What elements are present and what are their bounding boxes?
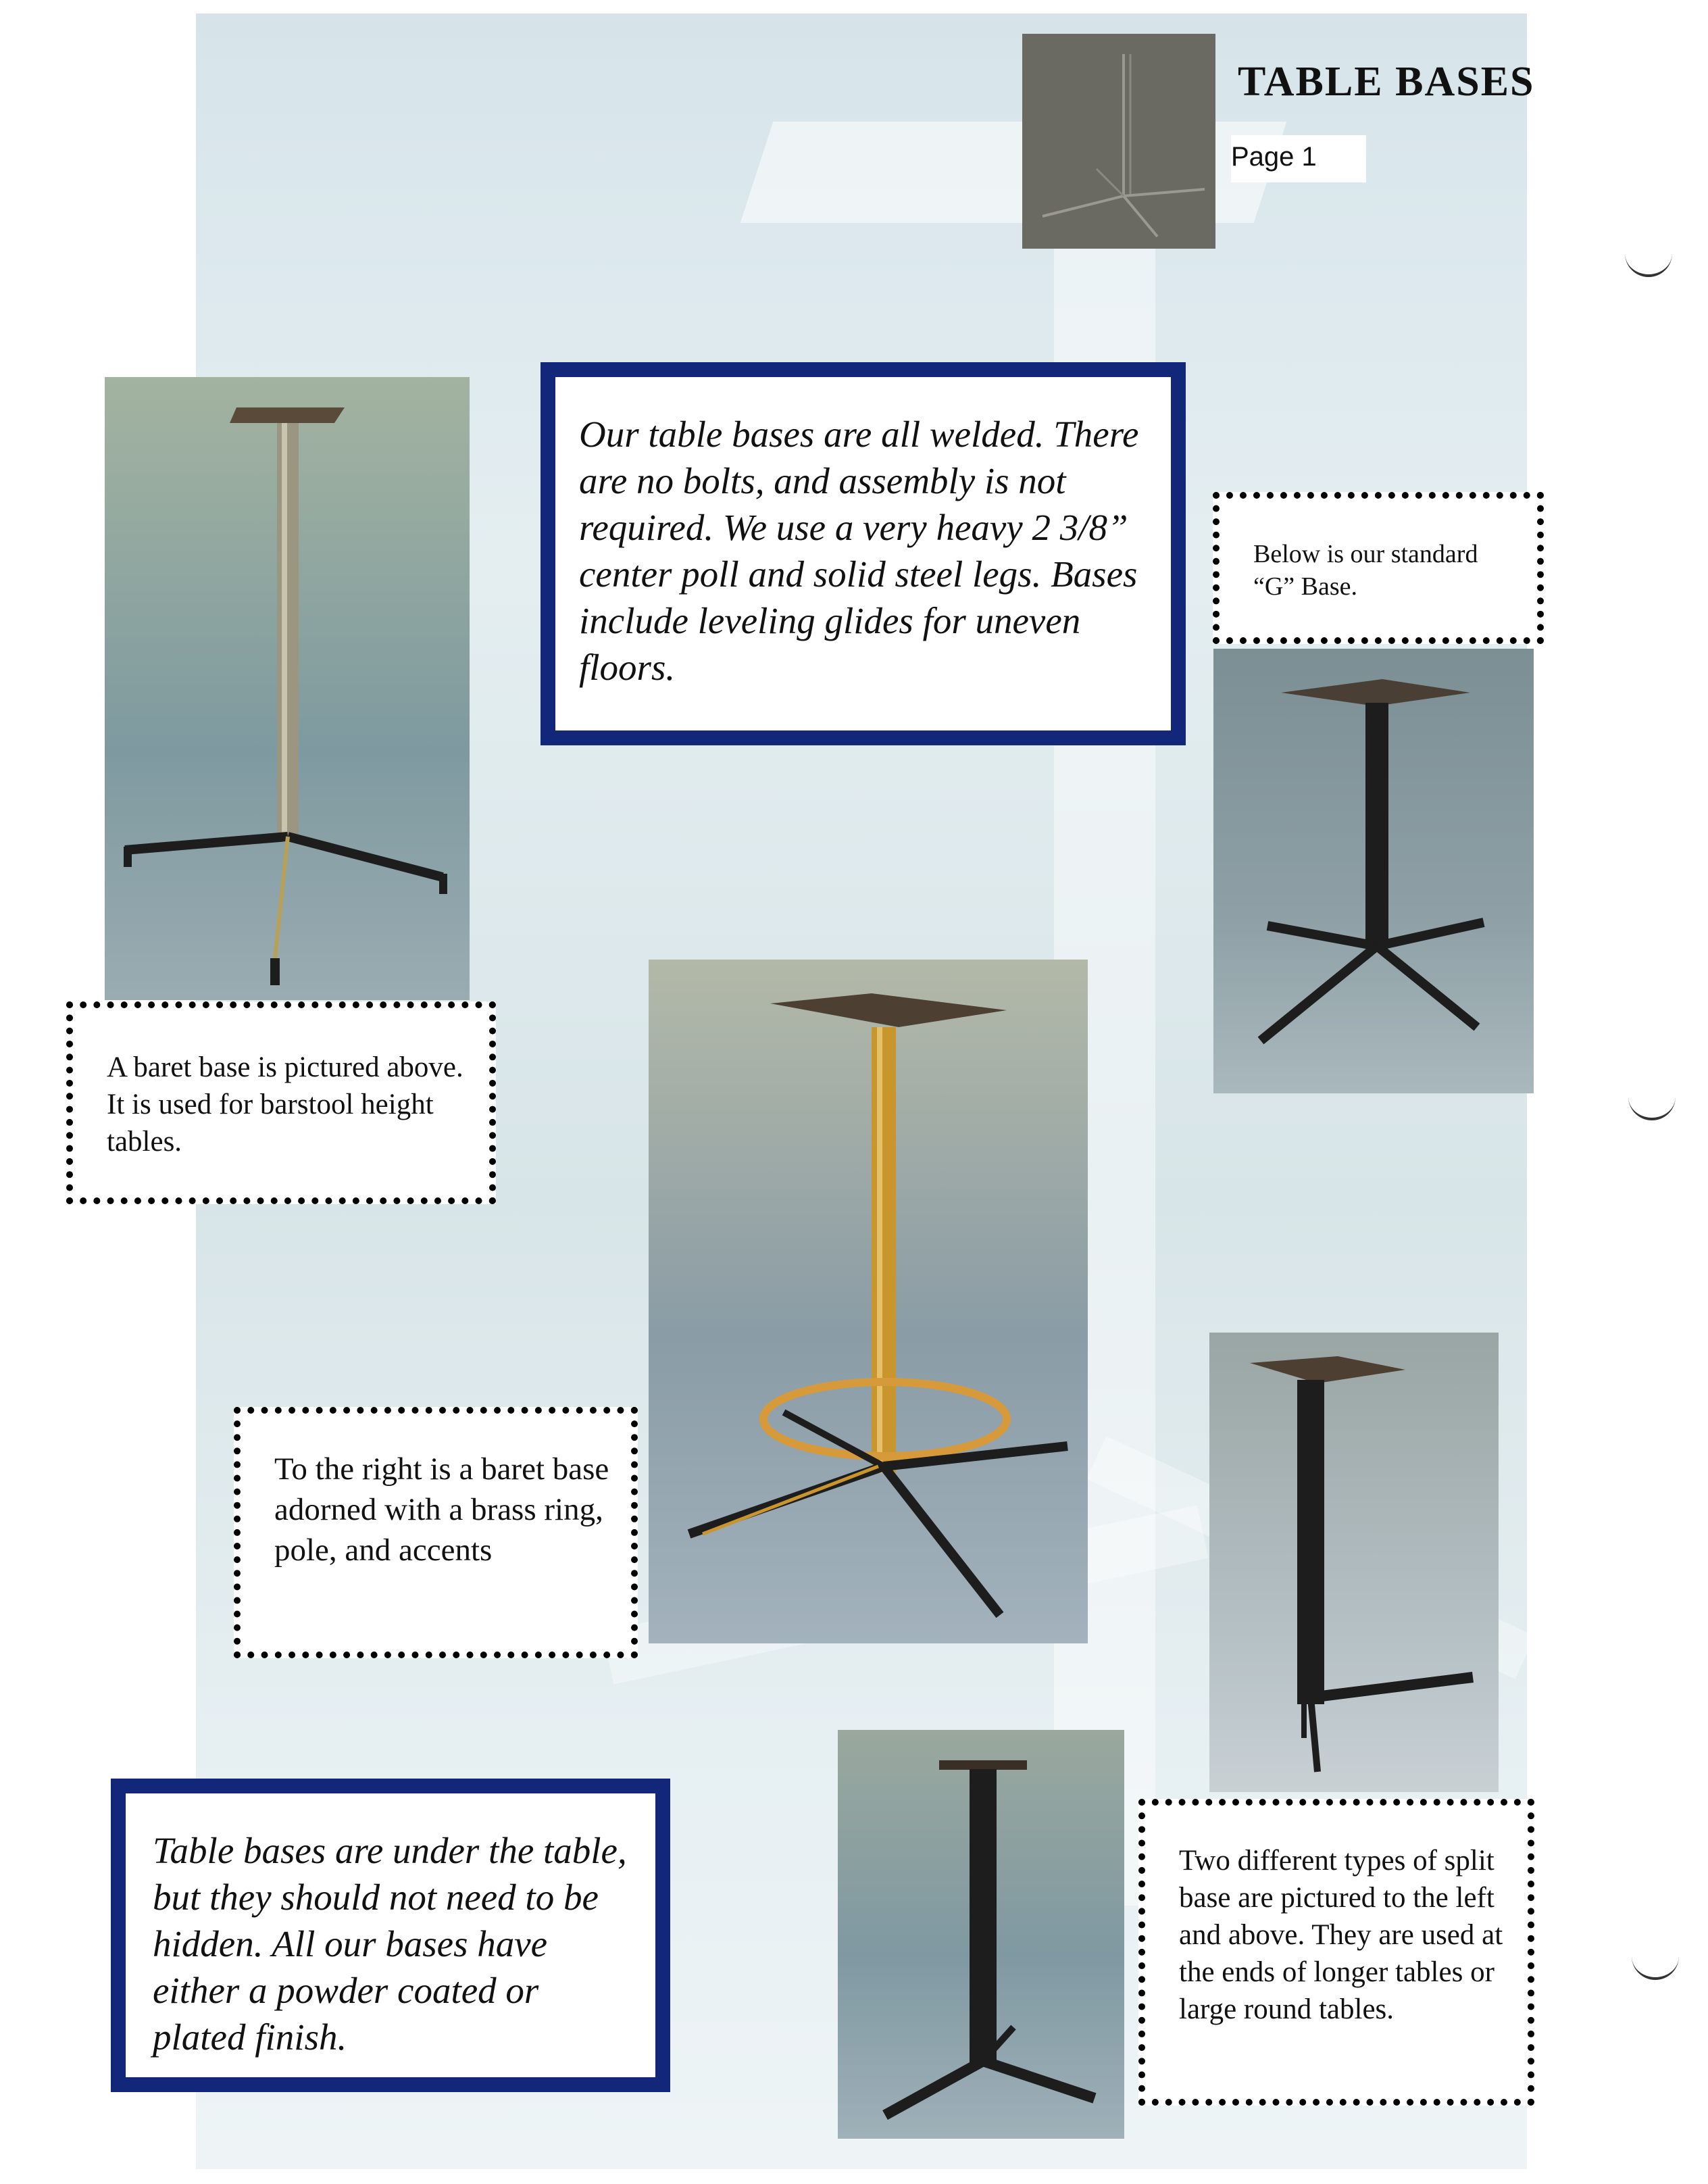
intro-text-box	[541, 362, 1186, 745]
split-base-caption: Two different types of split base are pictured to the left and above. They are used at the ends of longer tables or large round tables.	[1179, 1845, 1503, 2025]
intro-text: Our table bases are all welded. There are no bolts, and assembly is not required. We use a very heavy 2 3/8” center poll and solid steel legs. Bases include leveling glides for uneven floors.	[579, 414, 1139, 688]
baret-base-caption: A baret base is pictured above. It is used for barstool height tables.	[107, 1051, 463, 1158]
g-base-caption-box	[1213, 492, 1544, 644]
brass-base-photo	[649, 960, 1088, 1643]
split-base-photo-lower	[838, 1730, 1124, 2139]
split-base-photo-upper	[1209, 1333, 1499, 1792]
binder-hole-mark	[1628, 1093, 1676, 1120]
page-number: Page 1	[1231, 135, 1366, 182]
binder-hole-mark	[1625, 250, 1672, 277]
finish-text: Table bases are under the table, but they should not need to be hidden. All our bases have either a powder coated or plated finish.	[153, 1830, 627, 2058]
baret-base-photo	[105, 377, 470, 1000]
binder-hole-mark	[1632, 1953, 1679, 1980]
header-thumbnail-photo	[1022, 34, 1215, 249]
g-base-caption: Below is our standard “G” Base.	[1253, 540, 1478, 601]
split-base-caption-box	[1138, 1799, 1534, 2106]
page-title: TABLE BASES	[1238, 59, 1535, 105]
brass-base-caption: To the right is a baret base adorned with a brass ring, pole, and accents	[274, 1451, 609, 1568]
baret-base-caption-box	[66, 1001, 496, 1204]
brass-base-caption-box	[234, 1407, 638, 1658]
g-base-photo	[1213, 649, 1534, 1093]
finish-text-box	[111, 1779, 670, 2092]
